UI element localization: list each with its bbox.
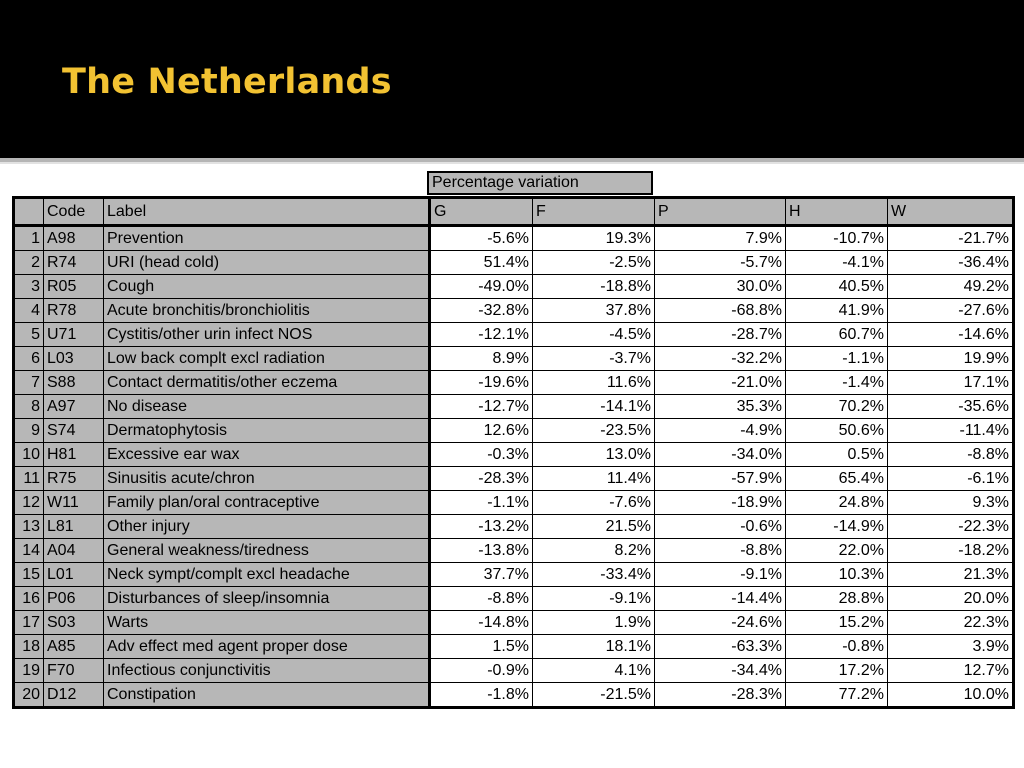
value-g: 12.6% (430, 419, 533, 443)
table-row (14, 515, 1014, 539)
row-index: 20 (14, 683, 44, 708)
row-label: Neck sympt/complt excl headache (104, 563, 430, 587)
row-label: Other injury (104, 515, 430, 539)
table-row (14, 587, 1014, 611)
value-g: -28.3% (430, 467, 533, 491)
value-h: 41.9% (786, 299, 888, 323)
row-label: General weakness/tiredness (104, 539, 430, 563)
value-f: 18.1% (533, 635, 655, 659)
value-w: -8.8% (888, 443, 1014, 467)
value-h: -4.1% (786, 251, 888, 275)
value-w: 19.9% (888, 347, 1014, 371)
row-code: R78 (44, 299, 104, 323)
column-header-g: G (430, 198, 533, 226)
row-code: A04 (44, 539, 104, 563)
row-index: 2 (14, 251, 44, 275)
column-header-code: Code (44, 198, 104, 226)
table-row (14, 539, 1014, 563)
value-h: 15.2% (786, 611, 888, 635)
value-h: -14.9% (786, 515, 888, 539)
row-index: 8 (14, 395, 44, 419)
value-p: 7.9% (655, 226, 786, 251)
row-code: S88 (44, 371, 104, 395)
value-w: -22.3% (888, 515, 1014, 539)
row-label: Dermatophytosis (104, 419, 430, 443)
row-label: Family plan/oral contraceptive (104, 491, 430, 515)
row-code: L81 (44, 515, 104, 539)
row-label: Cystitis/other urin infect NOS (104, 323, 430, 347)
value-w: -21.7% (888, 226, 1014, 251)
row-code: R05 (44, 275, 104, 299)
table-row (14, 371, 1014, 395)
row-code: W11 (44, 491, 104, 515)
row-index: 13 (14, 515, 44, 539)
value-p: -63.3% (655, 635, 786, 659)
value-g: -49.0% (430, 275, 533, 299)
row-label: Adv effect med agent proper dose (104, 635, 430, 659)
value-p: -4.9% (655, 419, 786, 443)
value-g: -32.8% (430, 299, 533, 323)
row-index: 14 (14, 539, 44, 563)
column-header-f: F (533, 198, 655, 226)
row-index: 12 (14, 491, 44, 515)
value-p: -21.0% (655, 371, 786, 395)
table-row (14, 323, 1014, 347)
row-label: Infectious conjunctivitis (104, 659, 430, 683)
value-p: -32.2% (655, 347, 786, 371)
value-w: 3.9% (888, 635, 1014, 659)
column-header-h: H (786, 198, 888, 226)
value-f: 37.8% (533, 299, 655, 323)
value-h: 22.0% (786, 539, 888, 563)
value-w: 17.1% (888, 371, 1014, 395)
value-g: -1.1% (430, 491, 533, 515)
value-g: -12.7% (430, 395, 533, 419)
row-index: 17 (14, 611, 44, 635)
value-p: -28.7% (655, 323, 786, 347)
slide-title: The Netherlands (62, 62, 392, 102)
table-row (14, 563, 1014, 587)
value-h: 70.2% (786, 395, 888, 419)
row-code: U71 (44, 323, 104, 347)
value-p: -57.9% (655, 467, 786, 491)
row-code: A98 (44, 226, 104, 251)
value-f: -18.8% (533, 275, 655, 299)
row-label: No disease (104, 395, 430, 419)
value-f: 19.3% (533, 226, 655, 251)
value-g: 8.9% (430, 347, 533, 371)
row-index: 10 (14, 443, 44, 467)
row-label: Contact dermatitis/other eczema (104, 371, 430, 395)
value-w: 21.3% (888, 563, 1014, 587)
row-code: H81 (44, 443, 104, 467)
value-h: 40.5% (786, 275, 888, 299)
value-w: 49.2% (888, 275, 1014, 299)
row-label: Cough (104, 275, 430, 299)
value-h: 50.6% (786, 419, 888, 443)
value-g: -14.8% (430, 611, 533, 635)
value-p: -0.6% (655, 515, 786, 539)
value-g: 37.7% (430, 563, 533, 587)
row-label: URI (head cold) (104, 251, 430, 275)
column-header-index (14, 198, 44, 226)
value-f: -2.5% (533, 251, 655, 275)
row-code: L03 (44, 347, 104, 371)
row-index: 3 (14, 275, 44, 299)
column-header-p: P (655, 198, 786, 226)
value-h: 65.4% (786, 467, 888, 491)
value-w: -14.6% (888, 323, 1014, 347)
value-h: 77.2% (786, 683, 888, 708)
value-f: 1.9% (533, 611, 655, 635)
value-w: -27.6% (888, 299, 1014, 323)
value-p: -24.6% (655, 611, 786, 635)
row-code: A85 (44, 635, 104, 659)
value-g: -19.6% (430, 371, 533, 395)
table-row (14, 347, 1014, 371)
table-row (14, 635, 1014, 659)
percentage-variation-header: Percentage variation (427, 171, 653, 195)
table-header-row (14, 198, 1014, 226)
value-g: 1.5% (430, 635, 533, 659)
row-index: 16 (14, 587, 44, 611)
value-g: -0.3% (430, 443, 533, 467)
value-f: 21.5% (533, 515, 655, 539)
row-index: 19 (14, 659, 44, 683)
table-row (14, 611, 1014, 635)
value-h: 60.7% (786, 323, 888, 347)
table-row (14, 419, 1014, 443)
table-row (14, 491, 1014, 515)
value-p: -9.1% (655, 563, 786, 587)
value-p: -28.3% (655, 683, 786, 708)
table-row (14, 299, 1014, 323)
row-index: 9 (14, 419, 44, 443)
table-row (14, 443, 1014, 467)
row-index: 4 (14, 299, 44, 323)
value-w: 9.3% (888, 491, 1014, 515)
value-f: -33.4% (533, 563, 655, 587)
value-w: 10.0% (888, 683, 1014, 708)
value-p: -5.7% (655, 251, 786, 275)
value-g: -1.8% (430, 683, 533, 708)
value-w: -35.6% (888, 395, 1014, 419)
value-f: -3.7% (533, 347, 655, 371)
value-h: -1.4% (786, 371, 888, 395)
row-index: 11 (14, 467, 44, 491)
table-row (14, 467, 1014, 491)
value-g: -13.2% (430, 515, 533, 539)
value-g: 51.4% (430, 251, 533, 275)
value-f: -9.1% (533, 587, 655, 611)
header-divider-light (0, 162, 1024, 164)
table-row (14, 659, 1014, 683)
value-f: -7.6% (533, 491, 655, 515)
column-header-w: W (888, 198, 1014, 226)
value-p: -68.8% (655, 299, 786, 323)
value-g: -5.6% (430, 226, 533, 251)
row-label: Warts (104, 611, 430, 635)
row-code: D12 (44, 683, 104, 708)
value-f: -23.5% (533, 419, 655, 443)
value-f: -4.5% (533, 323, 655, 347)
value-f: -14.1% (533, 395, 655, 419)
value-w: 12.7% (888, 659, 1014, 683)
value-w: -11.4% (888, 419, 1014, 443)
value-h: -1.1% (786, 347, 888, 371)
value-w: 22.3% (888, 611, 1014, 635)
value-f: 8.2% (533, 539, 655, 563)
row-label: Prevention (104, 226, 430, 251)
value-w: 20.0% (888, 587, 1014, 611)
value-f: 11.6% (533, 371, 655, 395)
value-f: 11.4% (533, 467, 655, 491)
value-h: 0.5% (786, 443, 888, 467)
value-p: -34.4% (655, 659, 786, 683)
value-g: -0.9% (430, 659, 533, 683)
row-index: 5 (14, 323, 44, 347)
row-code: F70 (44, 659, 104, 683)
value-h: -10.7% (786, 226, 888, 251)
row-label: Acute bronchitis/bronchiolitis (104, 299, 430, 323)
value-p: -14.4% (655, 587, 786, 611)
value-g: -8.8% (430, 587, 533, 611)
row-code: A97 (44, 395, 104, 419)
row-code: L01 (44, 563, 104, 587)
value-h: 17.2% (786, 659, 888, 683)
value-p: -8.8% (655, 539, 786, 563)
row-label: Low back complt excl radiation (104, 347, 430, 371)
value-g: -12.1% (430, 323, 533, 347)
value-w: -18.2% (888, 539, 1014, 563)
value-w: -6.1% (888, 467, 1014, 491)
table-row (14, 226, 1014, 251)
row-code: R75 (44, 467, 104, 491)
column-header-label: Label (104, 198, 430, 226)
value-p: 30.0% (655, 275, 786, 299)
row-code: S74 (44, 419, 104, 443)
row-index: 1 (14, 226, 44, 251)
row-label: Excessive ear wax (104, 443, 430, 467)
table-row (14, 683, 1014, 708)
row-index: 18 (14, 635, 44, 659)
row-index: 15 (14, 563, 44, 587)
row-index: 6 (14, 347, 44, 371)
value-h: 24.8% (786, 491, 888, 515)
table-body (14, 226, 1014, 708)
value-f: 4.1% (533, 659, 655, 683)
value-f: -21.5% (533, 683, 655, 708)
row-code: S03 (44, 611, 104, 635)
row-index: 7 (14, 371, 44, 395)
variation-table (12, 196, 1015, 709)
value-g: -13.8% (430, 539, 533, 563)
table-row (14, 395, 1014, 419)
value-w: -36.4% (888, 251, 1014, 275)
table-row (14, 275, 1014, 299)
row-label: Constipation (104, 683, 430, 708)
row-code: P06 (44, 587, 104, 611)
value-f: 13.0% (533, 443, 655, 467)
value-h: -0.8% (786, 635, 888, 659)
row-label: Sinusitis acute/chron (104, 467, 430, 491)
value-h: 28.8% (786, 587, 888, 611)
value-p: -34.0% (655, 443, 786, 467)
row-label: Disturbances of sleep/insomnia (104, 587, 430, 611)
value-h: 10.3% (786, 563, 888, 587)
row-code: R74 (44, 251, 104, 275)
value-p: -18.9% (655, 491, 786, 515)
value-p: 35.3% (655, 395, 786, 419)
table-row (14, 251, 1014, 275)
